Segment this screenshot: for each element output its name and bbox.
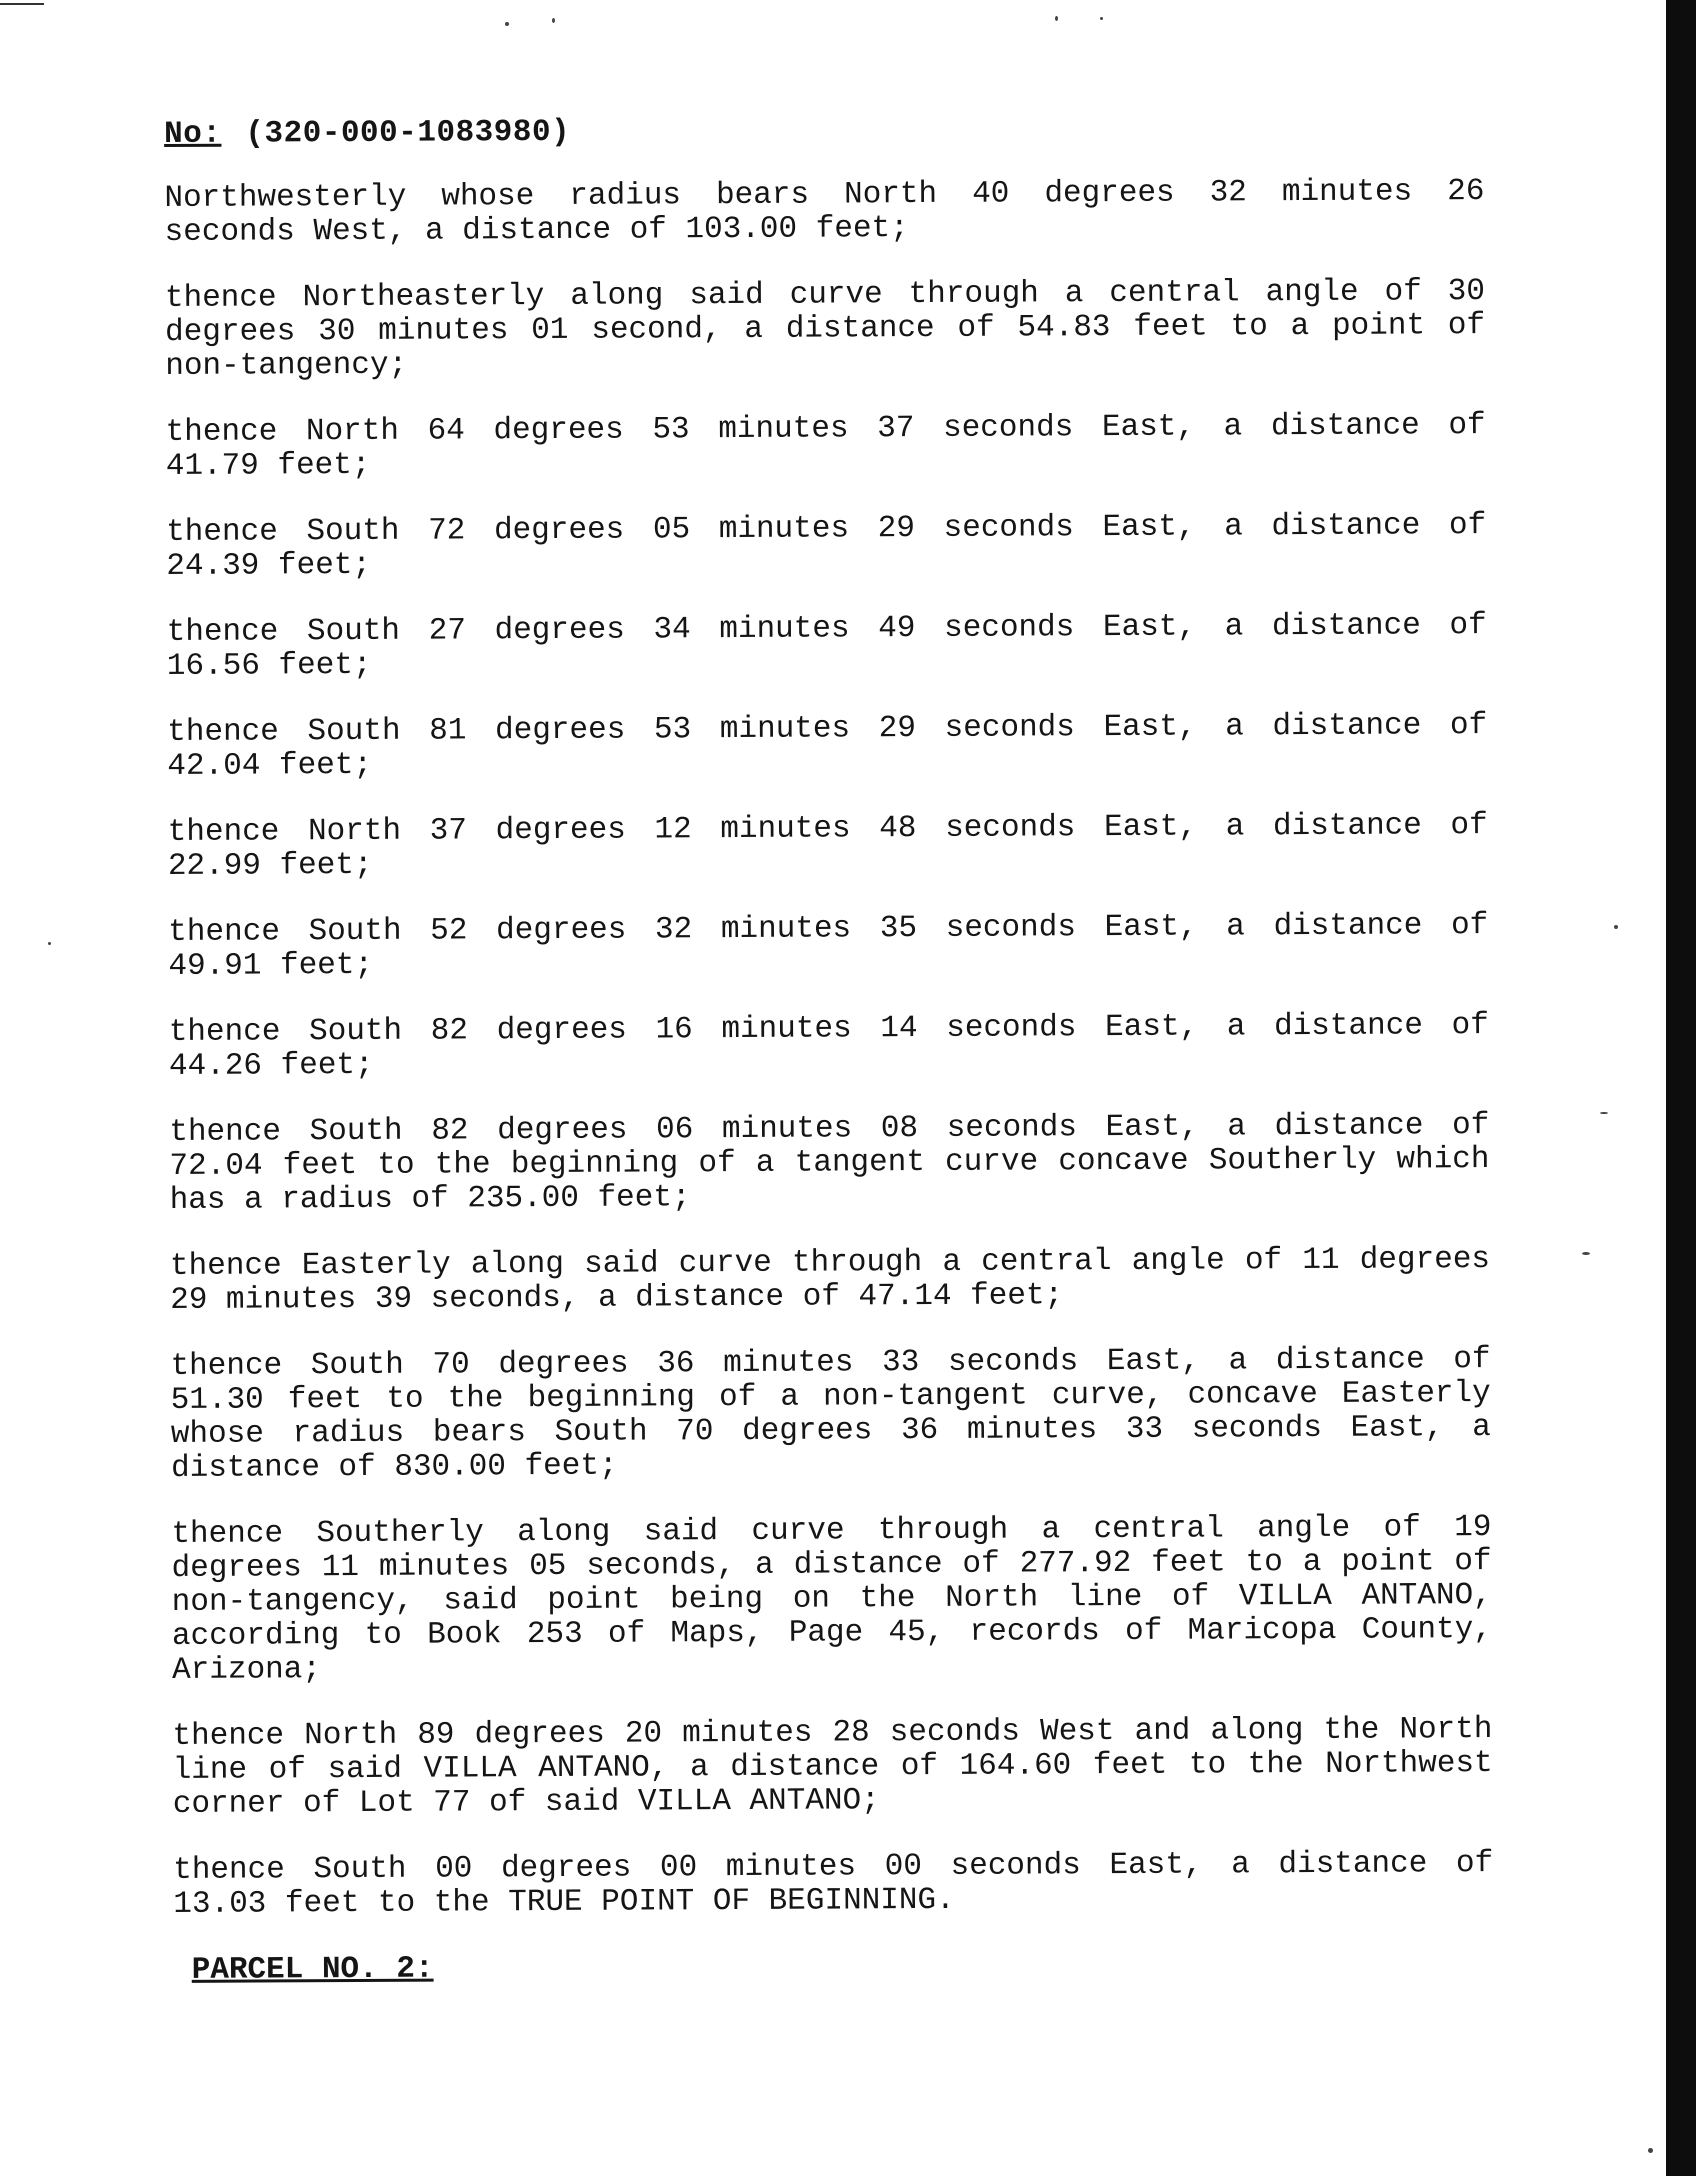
paragraph: thence South 82 degrees 16 minutes 14 seconds East, a distance of 44.26 feet; [168,1008,1489,1084]
document-number-value: (320-000-1083980) [245,114,571,152]
paragraph: Northwesterly whose radius bears North 40 degrees 32 minutes 26 seconds West, a distance of 103.00 feet; [164,174,1485,250]
scan-speck [1648,2148,1653,2153]
paragraph: thence South 81 degrees 53 minutes 29 seconds East, a distance of 42.04 feet; [167,708,1488,784]
scan-speck [48,942,51,945]
scan-speck [1055,16,1058,21]
paragraph: thence South 00 degrees 00 minutes 00 seconds East, a distance of 13.03 feet to the TRUE POINT OF BEGINNING. [173,1846,1494,1922]
document-number-label: No: [163,116,222,152]
scan-mark [0,3,44,5]
document-number [164,111,1484,152]
paragraph: thence South 52 degrees 32 minutes 35 seconds East, a distance of 49.91 feet; [168,908,1489,984]
paragraph: thence North 37 degrees 12 minutes 48 seconds East, a distance of 22.99 feet; [167,808,1488,884]
section-heading: PARCEL NO. 2: [191,1951,434,1988]
paragraph: thence South 72 degrees 05 minutes 29 seconds East, a distance of 24.39 feet; [166,508,1487,584]
scan-speck [1100,17,1103,20]
paragraph: thence North 64 degrees 53 minutes 37 seconds East, a distance of 41.79 feet; [165,408,1486,484]
scan-speck [1600,1112,1608,1114]
scan-speck [1582,1252,1590,1255]
paragraph: thence Easterly along said curve through a central angle of 11 degrees 29 minutes 39 seconds, a distance of 47.14 feet; [169,1242,1491,1318]
paragraph: thence South 70 degrees 36 minutes 33 seconds East, a distance of 51.30 feet to the beginning of a non-tangent curve, concave Easterly whose radius bears South 70 degrees 36 minutes 33 seconds East, a distance of 830.00 feet; [170,1342,1491,1486]
paragraph: thence South 27 degrees 34 minutes 49 seconds East, a distance of 16.56 feet; [166,608,1487,684]
scan-speck [505,22,509,26]
paragraph: thence Northeasterly along said curve through a central angle of 30 degrees 30 minutes 01 second, a distance of 54.83 feet to a point of non-tangency; [164,274,1486,384]
paragraph: thence Southerly along said curve through a central angle of 19 degrees 11 minutes 05 seconds, a distance of 277.92 feet to a point of non-tangency, said point being on the North line of VILLA ANTANO, according to Book 253 of Maps, Page 45, records of Maricopa County, Arizona; [171,1510,1493,1688]
scan-speck [1614,925,1618,929]
scan-edge [1666,0,1696,2176]
paragraph: thence South 82 degrees 06 minutes 08 seconds East, a distance of 72.04 feet to the beginning of a tangent curve concave Southerly which has a radius of 235.00 feet; [169,1108,1490,1218]
document-body [164,111,1494,1988]
scan-speck [552,18,555,23]
paragraph: thence North 89 degrees 20 minutes 28 seconds West and along the North line of said VILLA ANTANO, a distance of 164.60 feet to the Northwest corner of Lot 77 of said VILLA ANTANO; [172,1712,1493,1822]
